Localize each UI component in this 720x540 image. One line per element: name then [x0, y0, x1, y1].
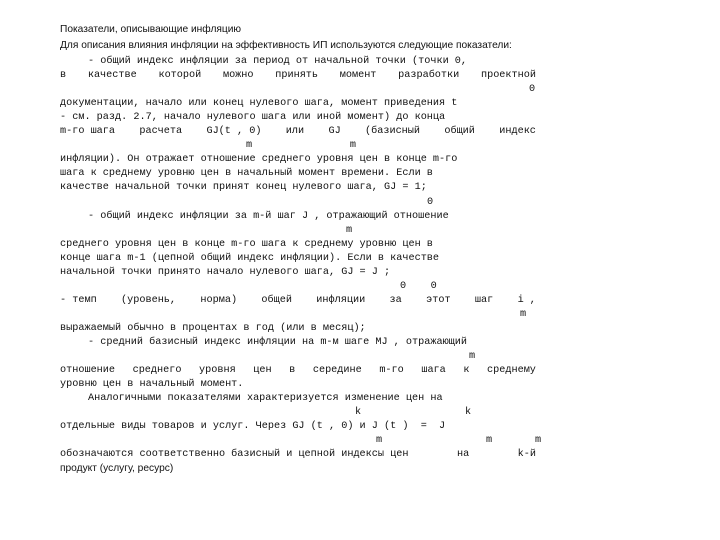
text-line: m m: [246, 140, 357, 151]
text-line: 0 0: [400, 281, 437, 292]
text-line: m: [469, 351, 476, 362]
text-line: конце шага m-1 (цепной общий индекс инфляции). Если в качестве: [60, 253, 440, 264]
text-word: индекс: [499, 126, 536, 137]
text-line: инфляции). Он отражает отношение среднего уровня цен в конце m-го: [60, 154, 458, 165]
text-line: шага к среднему уровню цен в начальный момент времени. Если в: [60, 168, 433, 179]
text-word: GJ: [328, 126, 341, 137]
text-word: (уровень,: [121, 295, 177, 306]
text-word: общий: [444, 126, 475, 137]
text-line: [60, 125, 536, 139]
text-line: документации, начало или конец нулевого шага, момент приведения t: [60, 98, 458, 109]
text-word: (базисный: [365, 126, 421, 137]
text-word: этот: [426, 295, 451, 306]
text-line: - общий индекс инфляции за период от начальной точки (точки 0,: [88, 56, 468, 67]
text-line: m m m: [376, 435, 542, 446]
text-word: середине: [312, 365, 362, 376]
text-line: уровню цен в начальный момент.: [60, 379, 244, 390]
text-line: [60, 364, 536, 378]
text-word: i ,: [517, 295, 536, 306]
text-word: в: [289, 365, 296, 376]
text-word: цен: [253, 365, 272, 376]
text-word: общей: [261, 295, 292, 306]
text-word: GJ(t , 0): [206, 126, 262, 137]
text-word: можно: [222, 70, 254, 81]
text-word: норма): [200, 295, 238, 306]
text-word: обозначаются соответственно базисный и цепной индексы цен: [60, 449, 409, 460]
text-line: [60, 294, 536, 308]
text-line: - см. разд. 2.7, начало нулевого шага или иной момент) до конца: [60, 112, 446, 123]
text-word: k-й: [517, 449, 536, 460]
text-line: m: [520, 309, 527, 320]
text-line: - средний базисный индекс инфляции на m-м шаге MJ , отражающий: [88, 337, 468, 348]
text-line: среднего уровня цен в конце m-го шага к среднему уровню цен в: [60, 239, 433, 250]
text-line: k k: [355, 407, 472, 418]
text-word: уровня: [199, 365, 236, 376]
text-word: момент: [339, 70, 377, 81]
text-line: [60, 69, 536, 83]
text-line: отдельные виды товаров и услуг. Через GJ (t , 0) и J (t ) = J: [60, 421, 446, 432]
text-line: Аналогичными показателями характеризуется изменение цен на: [88, 393, 443, 404]
text-word: проектной: [480, 70, 536, 81]
text-line: [60, 448, 536, 462]
page-title: Показатели, описывающие инфляцию: [60, 24, 242, 35]
text-word: которой: [158, 70, 202, 81]
text-word: среднему: [487, 365, 536, 376]
text-word: шага: [421, 365, 446, 376]
text-word: - темп: [60, 295, 97, 306]
text-word: расчета: [139, 126, 183, 137]
text-word: m-го: [379, 365, 404, 376]
text-word: m-го шага: [60, 126, 116, 137]
text-line: - общий индекс инфляции за m-й шаг J , отражающий отношение: [88, 211, 449, 222]
footer-line: продукт (услугу, ресурс): [60, 463, 174, 474]
text-word: качестве: [87, 70, 137, 81]
text-word: шаг: [474, 295, 494, 306]
text-word: к: [463, 365, 470, 376]
text-word: или: [285, 126, 305, 137]
text-word: отношение: [60, 365, 116, 376]
text-line: 0: [529, 84, 536, 95]
text-word: на: [456, 449, 470, 460]
text-line: качестве начальной точки принят конец нулевого шага, GJ = 1;: [60, 182, 427, 193]
text-word: за: [389, 295, 402, 306]
text-word: среднего: [132, 365, 182, 376]
intro-paragraph: Для описания влияния инфляции на эффективность ИП используются следующие показатели:: [60, 40, 512, 51]
text-word: инфляции: [316, 295, 366, 306]
text-line: 0: [427, 197, 434, 208]
text-line: выражаемый обычно в процентах в год (или в месяц);: [60, 323, 366, 334]
text-word: разработки: [398, 70, 460, 81]
text-word: в: [60, 70, 67, 81]
text-line: m: [346, 225, 353, 236]
text-word: принять: [275, 70, 319, 81]
text-line: начальной точки принято начало нулевого шага, GJ = J ;: [60, 267, 391, 278]
